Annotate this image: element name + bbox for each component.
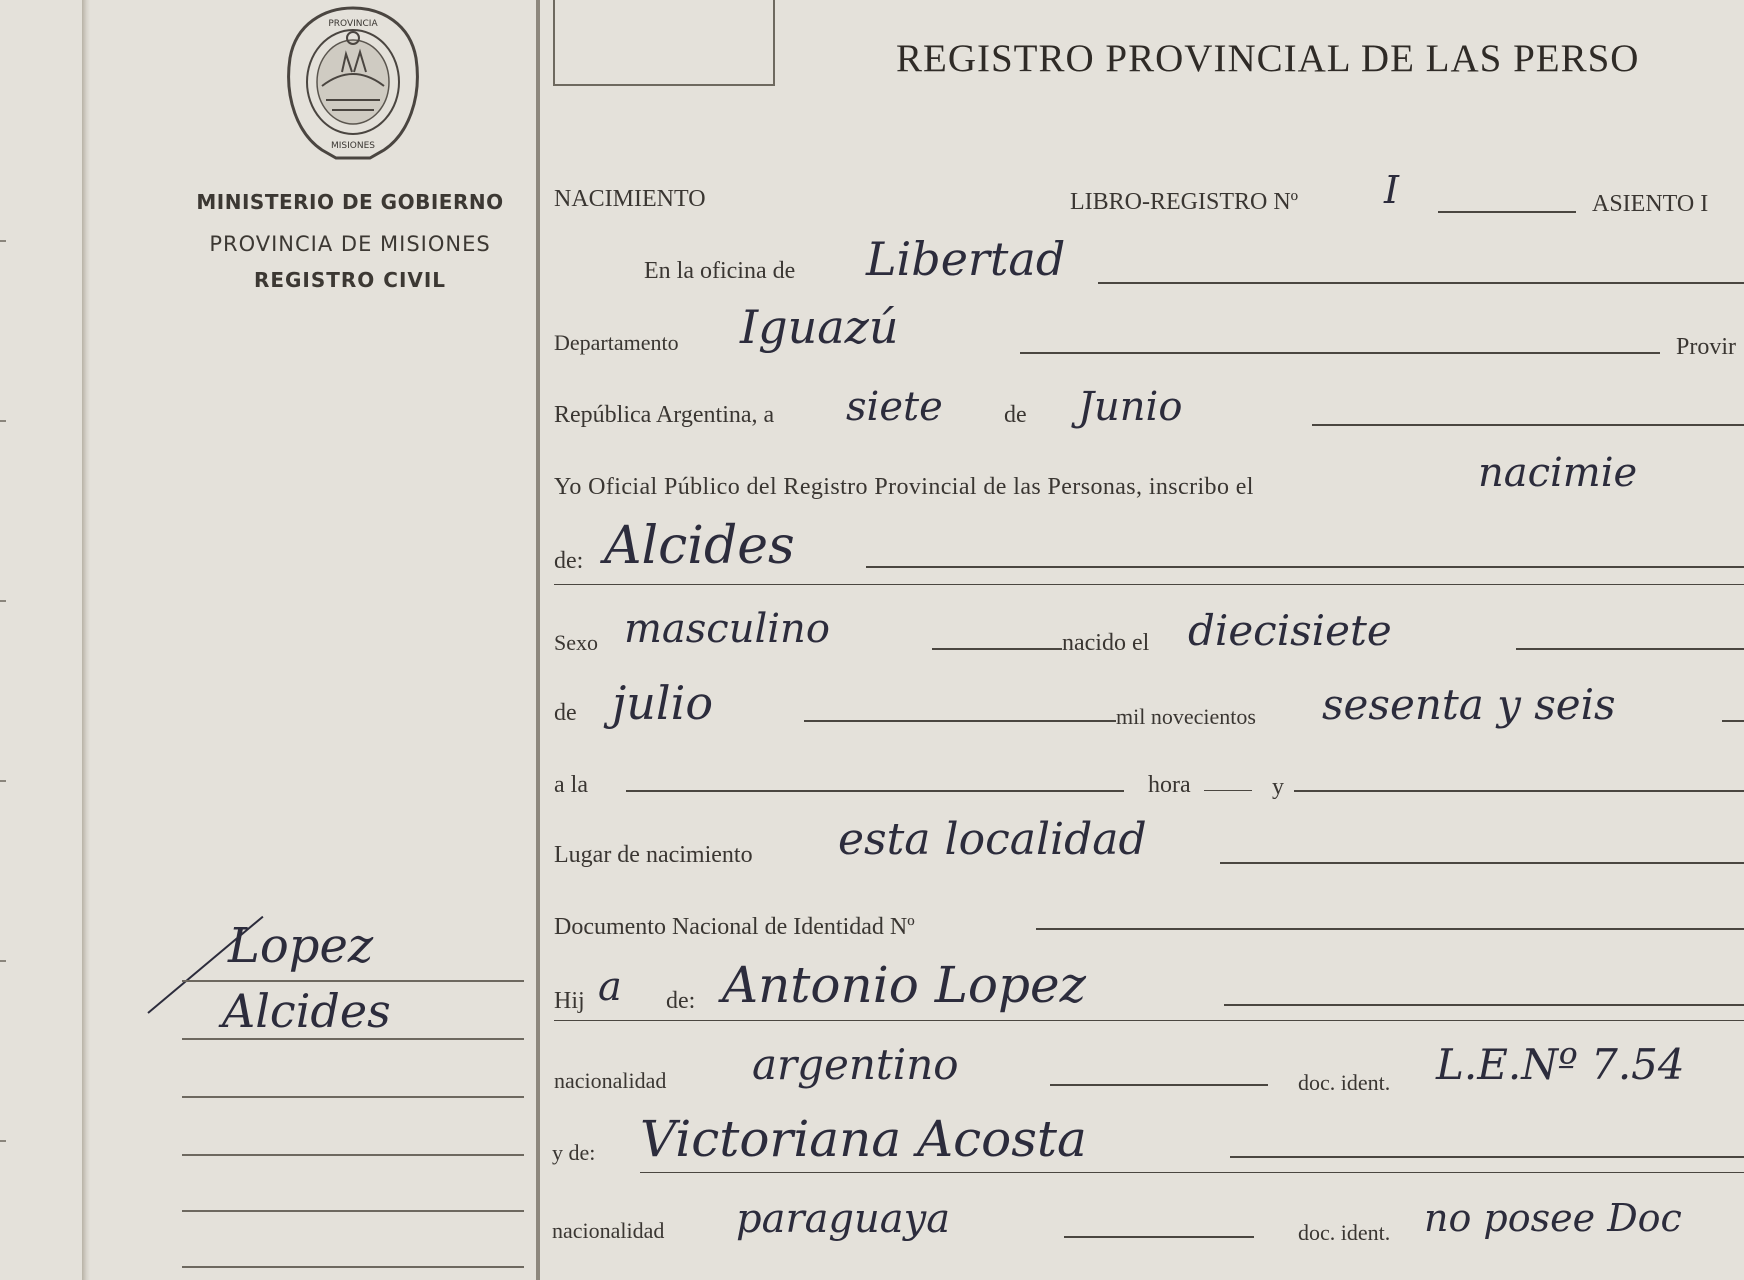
seal-text-top: PROVINCIA <box>328 19 378 29</box>
provincia-label: Provir <box>1676 334 1736 360</box>
page-title: REGISTRO PROVINCIAL DE LAS PERSO <box>896 37 1640 80</box>
republica-label: República Argentina, a <box>554 402 775 428</box>
binding-fold <box>82 0 90 1280</box>
libro-value: I <box>1384 168 1400 212</box>
padre-nac-label: nacionalidad <box>554 1068 667 1093</box>
punch-mark <box>0 1140 6 1142</box>
punch-mark <box>0 600 6 602</box>
dni-label: Documento Nacional de Identidad Nº <box>554 914 915 940</box>
margin-signature-surname: Lopez <box>228 918 374 974</box>
ala-line <box>626 790 1124 792</box>
padre-nac-value: argentino <box>752 1040 959 1089</box>
nombre-line <box>866 566 1744 568</box>
punch-mark <box>0 780 6 782</box>
padre-doc-label: doc. ident. <box>1298 1070 1391 1095</box>
padre-doc-value: L.E.Nº 7.54 <box>1436 1040 1685 1089</box>
seal-text-bottom: MISIONES <box>330 141 376 151</box>
lugar-value: esta localidad <box>838 814 1147 865</box>
y-line <box>1294 790 1744 792</box>
departamento-line <box>1020 352 1660 354</box>
madre-line <box>1230 1156 1744 1158</box>
margin-line <box>182 1038 524 1040</box>
dni-line <box>1036 928 1744 930</box>
lugar-line <box>1220 862 1744 864</box>
libro-line <box>1438 211 1576 213</box>
mes-value: julio <box>612 676 714 730</box>
nombre-value: Alcides <box>604 516 795 576</box>
padre-line-2 <box>554 1020 1744 1021</box>
hijo-de-label: de: <box>666 988 696 1014</box>
sexo-label: Sexo <box>554 630 598 655</box>
margin-line <box>182 1096 524 1098</box>
margin-signature-name: Alcides <box>222 984 391 1038</box>
nombre-de-label: de: <box>554 548 584 574</box>
madre-nac-label: nacionalidad <box>552 1218 665 1243</box>
republica-line <box>1312 424 1744 426</box>
nacido-line <box>1516 648 1744 650</box>
punch-mark <box>0 420 6 422</box>
section-label: NACIMIENTO <box>554 186 706 212</box>
anio-value: sesenta y seis <box>1322 680 1616 729</box>
margin-line <box>182 1210 524 1212</box>
margin-line <box>182 980 524 982</box>
margin-divider <box>536 0 540 1280</box>
province-seal-icon <box>282 2 424 162</box>
province-label: PROVINCIA DE MISIONES <box>209 232 491 256</box>
republica-month: Junio <box>1078 384 1183 430</box>
mes-line <box>804 720 1116 722</box>
oficial-label: Yo Oficial Público del Registro Provincial de las Personas, inscribo el <box>554 474 1254 500</box>
ala-label: a la <box>554 772 588 798</box>
padre-value: Antonio Lopez <box>722 956 1086 1014</box>
republica-de-label: de <box>1004 402 1027 428</box>
margin-line <box>182 1154 524 1156</box>
oficina-line <box>1098 282 1744 284</box>
madre-doc-value: no posee Doc <box>1424 1196 1682 1240</box>
mes-de-label: de <box>554 700 577 726</box>
margin-line <box>182 1266 524 1268</box>
hora-line <box>1204 790 1252 791</box>
stamp-box <box>553 0 775 86</box>
oficial-value: nacimie <box>1478 450 1638 496</box>
madre-nac-line <box>1064 1236 1254 1238</box>
padre-line <box>1224 1004 1744 1006</box>
punch-mark <box>0 960 6 962</box>
madre-value: Victoriana Acosta <box>640 1110 1087 1168</box>
sexo-value: masculino <box>624 606 830 652</box>
lugar-label: Lugar de nacimiento <box>554 842 753 868</box>
hijo-suffix: a <box>598 964 622 1010</box>
nacido-value: diecisiete <box>1188 606 1392 655</box>
registry-label: REGISTRO CIVIL <box>253 268 447 292</box>
y-label: y <box>1272 774 1284 800</box>
sexo-line <box>932 648 1062 650</box>
padre-nac-line <box>1050 1084 1268 1086</box>
punch-mark <box>0 240 6 242</box>
oficina-label: En la oficina de <box>644 258 796 284</box>
mil-label: mil novecientos <box>1116 704 1256 729</box>
madre-doc-label: doc. ident. <box>1298 1220 1391 1245</box>
libro-label: LIBRO-REGISTRO Nº <box>1070 189 1299 215</box>
departamento-label: Departamento <box>554 330 679 355</box>
asiento-label: ASIENTO I <box>1592 191 1709 217</box>
ministry-label: MINISTERIO DE GOBIERNO <box>196 190 504 214</box>
hijo-label: Hij <box>554 988 585 1014</box>
republica-day: siete <box>846 384 943 430</box>
nacido-label: nacido el <box>1062 630 1150 656</box>
oficina-value: Libertad <box>866 232 1066 286</box>
departamento-value: Iguazú <box>740 300 899 354</box>
madre-de-label: y de: <box>552 1140 596 1165</box>
anio-line <box>1722 720 1744 722</box>
madre-line-2 <box>640 1172 1744 1173</box>
hora-label: hora <box>1148 772 1191 798</box>
madre-nac-value: paraguaya <box>736 1196 951 1242</box>
nombre-line-2 <box>554 584 1744 585</box>
